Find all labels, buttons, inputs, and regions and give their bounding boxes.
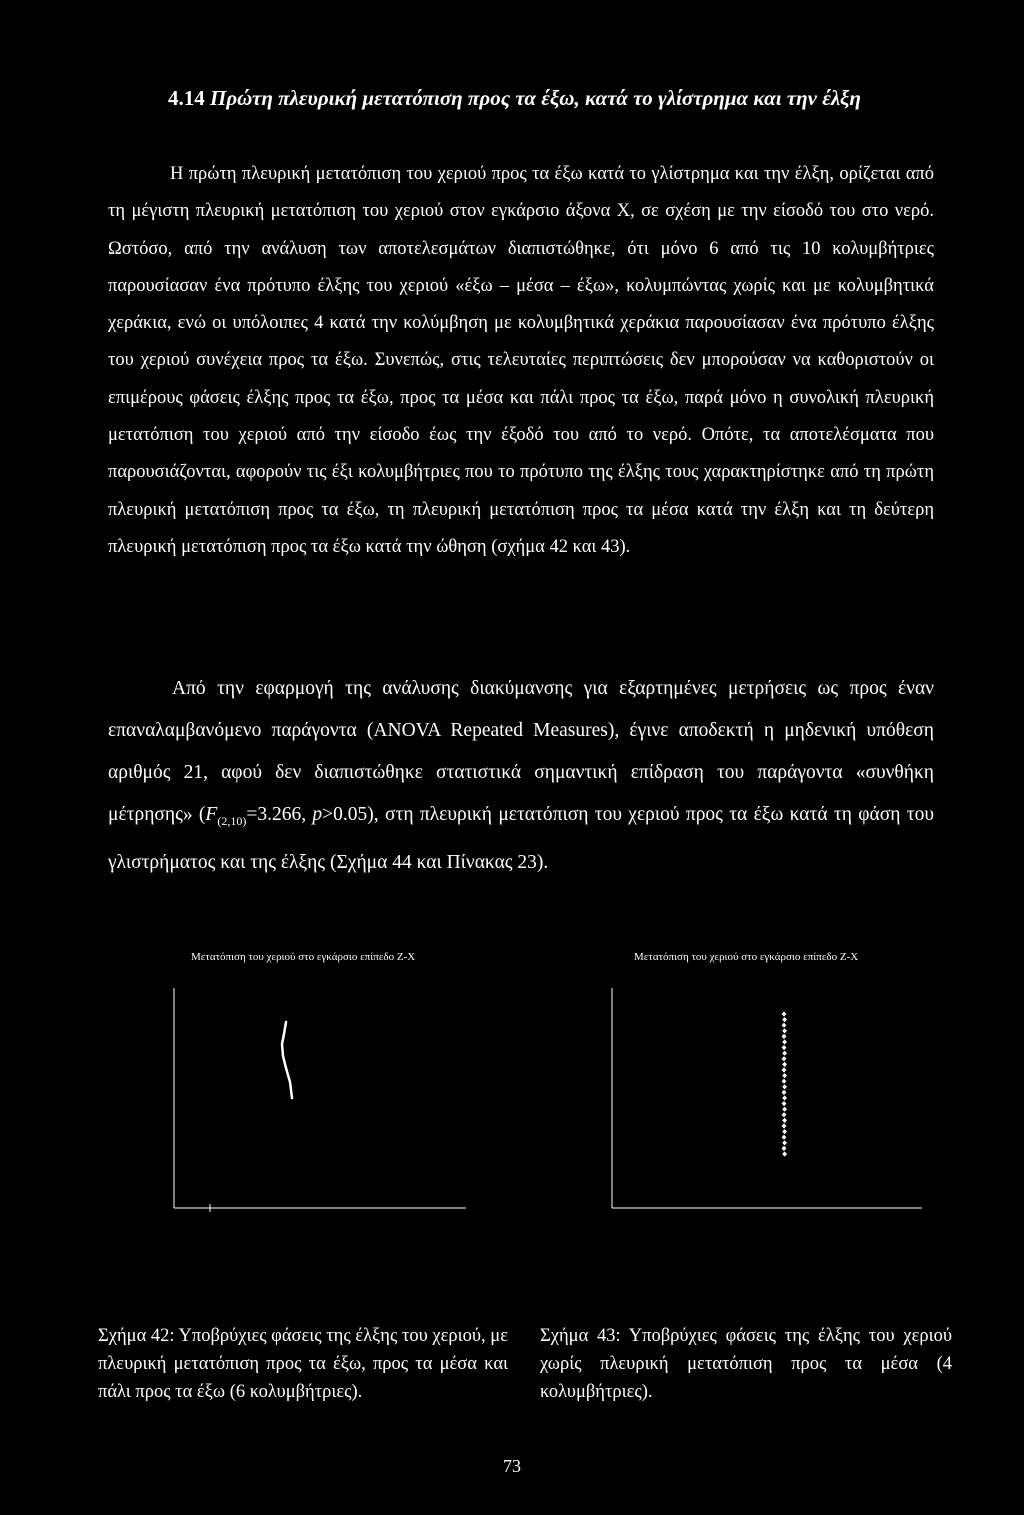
f-statistic-symbol: F	[205, 804, 218, 825]
figure-43-marker	[782, 1017, 787, 1022]
figure-43-hand-markers	[782, 1011, 787, 1156]
section-title: Πρώτη πλευρική μετατόπιση προς τα έξω, κατά το γλίστρημα και την έλξη	[210, 86, 861, 110]
figure-43-marker	[782, 1028, 787, 1033]
figure-43-marker	[782, 1129, 787, 1134]
paragraph-2	[108, 668, 934, 884]
figure-43-marker	[782, 1034, 787, 1039]
figure-43-marker	[782, 1095, 787, 1100]
f-degrees-of-freedom: (2,10)	[217, 813, 247, 828]
figure-43-marker	[782, 1084, 787, 1089]
figure-43-marker	[782, 1073, 787, 1078]
figure-42-caption: Σχήμα 42: Υποβρύχιες φάσεις της έλξης του χεριού, με πλευρική μετατόπιση προς τα έξω, προς τα μέσα και πάλι προς τα έξω (6 κολυμβήτριες).	[98, 1326, 508, 1402]
figure-42-plot	[166, 982, 476, 1212]
figure-43-marker	[782, 1051, 787, 1056]
figure-43-marker	[782, 1101, 787, 1106]
figure-43-marker	[782, 1056, 787, 1061]
figure-43-marker	[782, 1039, 787, 1044]
figure-43-marker	[782, 1123, 787, 1128]
figure-43-marker	[782, 1023, 787, 1028]
figure-43-marker	[782, 1118, 787, 1123]
figure-42-title: Μετατόπιση του χεριού στο εγκάρσιο επίπεδο Ζ-Χ	[191, 951, 416, 963]
figure-43-marker	[782, 1140, 787, 1145]
figure-43-marker	[782, 1146, 787, 1151]
figure-43-plot	[604, 982, 934, 1212]
figure-43-marker	[782, 1112, 787, 1117]
figure-43-caption: Σχήμα 43: Υποβρύχιες φάσεις της έλξης του χεριού χωρίς πλευρική μετατόπιση προς τα μέσα (4 κολυμβήτριες).	[540, 1326, 952, 1402]
figure-43-marker	[782, 1011, 787, 1016]
figure-43-marker	[782, 1062, 787, 1067]
f-statistic-value: =3.266,	[246, 804, 313, 825]
figure-43-marker	[782, 1045, 787, 1050]
section-number: 4.14	[168, 86, 205, 110]
figure-43-marker	[782, 1079, 787, 1084]
page-number: 73	[503, 1456, 521, 1476]
figure-43-marker	[782, 1090, 787, 1095]
p-symbol: p	[312, 804, 323, 825]
figure-42-hand-path	[282, 1022, 292, 1098]
section-heading	[168, 80, 950, 116]
figure-43-title: Μετατόπιση του χεριού στο εγκάρσιο επίπεδο Ζ-Χ	[634, 951, 859, 963]
figure-43-marker	[782, 1067, 787, 1072]
figure-43-marker	[782, 1151, 787, 1156]
paragraph-2-text-after: >0.05), στη πλευρική μετατόπιση του χεριού προς τα έξω κατά τη φάση του γλιστρήματος και της έλξης (Σχήμα 44 και Πίνακας 23).	[108, 804, 934, 873]
paragraph-1: Η πρώτη πλευρική μετατόπιση του χεριού προς τα έξω κατά το γλίστρημα και την έλξη, ορίζεται από τη μέγιστη πλευρική μετατόπιση του χεριού στον εγκάρσιο άξονα Χ, σε σχέση με την είσοδό του στο νερό. Ωστόσο, από την ανάλυση των αποτελεσμάτων διαπιστώθηκε, ότι μόνο 6 από τις 10 κολυμβήτριες παρουσίασαν ένα πρότυπο έλξης του χεριού «έξω – μέσα – έξω», κολυμπώντας χωρίς και με κολυμβητικά χεράκια, ενώ οι υπόλοιπες 4 κατά την κολύμβηση με κολυμβητικά χεράκια παρουσίασαν ένα πρότυπο έλξης του χεριού συνέχεια προς τα έξω. Συνεπώς, στις τελευταίες περιπτώσεις δεν μπορούσαν να καθοριστούν οι επιμέρους φάσεις έλξης προς τα έξω, προς τα μέσα και πάλι προς τα έξω, παρά μόνο η συνολική πλευρική μετατόπιση του χεριού από την είσοδο έως την έξοδό του από το νερό. Οπότε, τα αποτελέσματα που παρουσιάζονται, αφορούν τις έξι κολυμβήτριες που το πρότυπο της έλξης τους χαρακτηρίστηκε από τη πρώτη πλευρική μετατόπιση προς τα έξω, τη πλευρική μετατόπιση προς τα μέσα κατά την έλξη και τη δεύτερη πλευρική μετατόπιση προς τα έξω κατά την ώθηση (σχήμα 42 και 43).	[108, 164, 934, 557]
paragraph-2-text-before: Από την εφαρμογή της ανάλυσης διακύμανσης για εξαρτημένες μετρήσεις ως προς έναν επαναλαμβανόμενο παράγοντα (ANOVA Repeated Measures), έγινε αποδεκτή η μηδενική υπόθεση αριθμός 21, αφού δεν διαπιστώθηκε στατιστικά σημαντική επίδραση του παράγοντα «συνθήκη μέτρησης» (	[108, 678, 934, 825]
figure-43-marker	[782, 1107, 787, 1112]
figure-43-marker	[782, 1135, 787, 1140]
